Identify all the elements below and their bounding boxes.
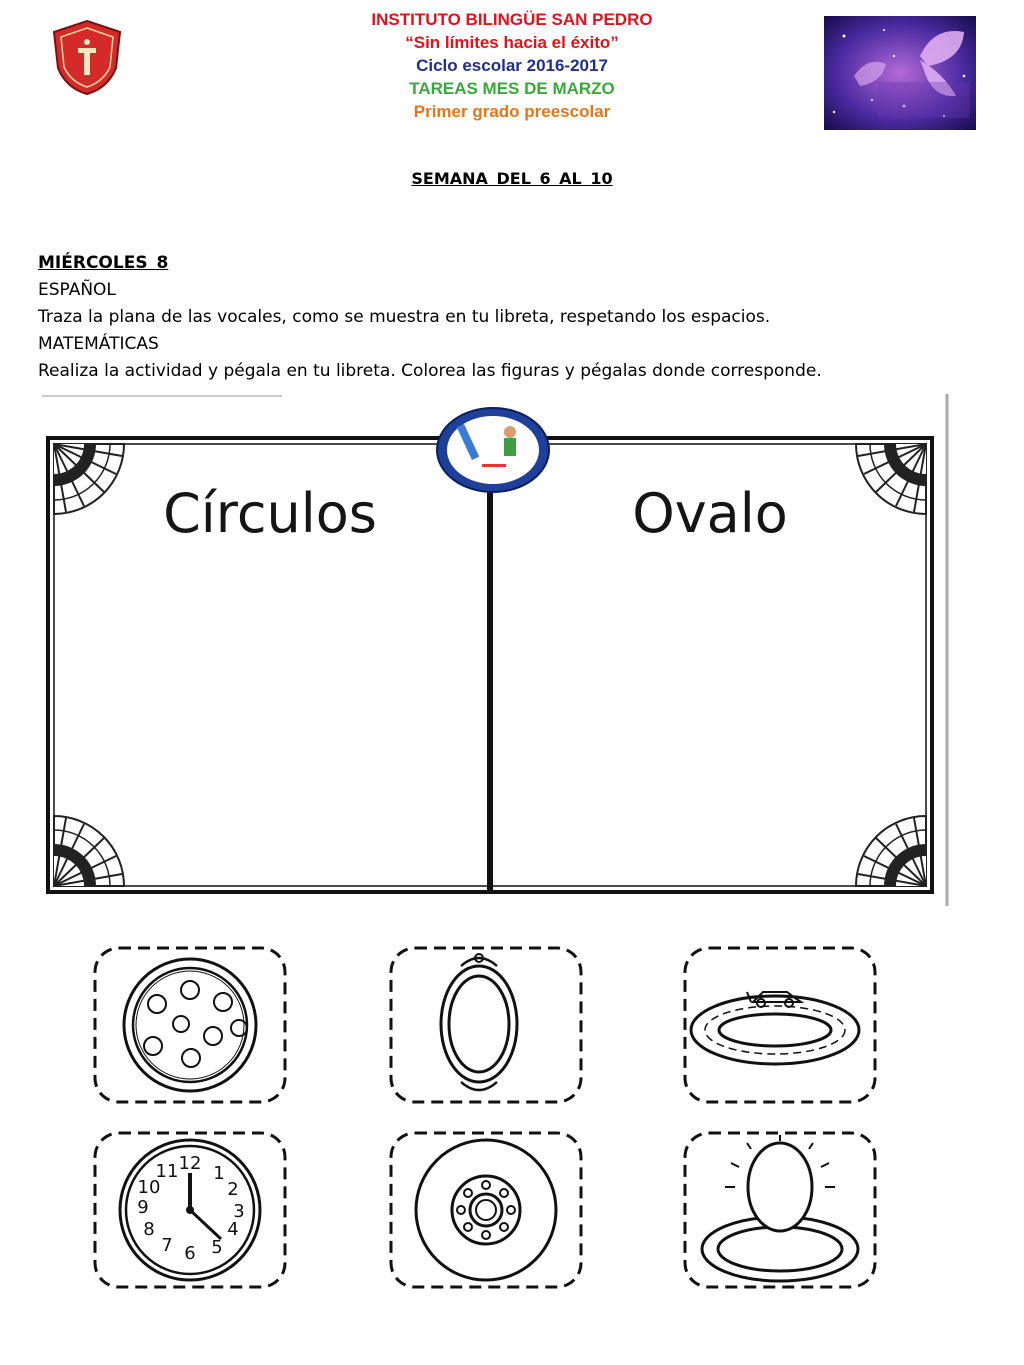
- svg-text:4: 4: [227, 1219, 239, 1240]
- subject-spanish: ESPAÑOL: [38, 280, 116, 300]
- plate-card: [389, 1131, 583, 1289]
- pizza-card: [93, 946, 287, 1104]
- worksheet-badge-logo: [437, 408, 549, 492]
- school-header: [300, 8, 724, 123]
- homework-instructions: [38, 250, 822, 385]
- svg-text:12: 12: [178, 1153, 202, 1174]
- school-name: INSTITUTO BILINGÜE SAN PEDRO: [371, 10, 653, 29]
- school-motto: “Sin límites hacia el éxito”: [405, 33, 619, 52]
- mirror-card: [389, 946, 583, 1104]
- subject-math: MATEMÁTICAS: [38, 334, 159, 354]
- spanish-instruction: Traza la plana de las vocales, como se muestra en tu libreta, respetando los espacios.: [38, 307, 771, 327]
- svg-text:10: 10: [137, 1177, 161, 1198]
- svg-text:9: 9: [137, 1197, 149, 1218]
- butterfly-image: [824, 16, 976, 130]
- clock-card: [93, 1131, 287, 1289]
- day-heading: MIÉRCOLES 8: [38, 253, 169, 273]
- svg-text:8: 8: [143, 1219, 155, 1240]
- shapes-worksheet: [42, 394, 950, 906]
- svg-text:6: 6: [184, 1243, 196, 1264]
- grade-level: Primer grado preescolar: [413, 102, 611, 121]
- homework-month: TAREAS MES DE MARZO: [409, 79, 615, 98]
- race-car-icon: [747, 992, 801, 1007]
- svg-text:7: 7: [161, 1235, 173, 1256]
- svg-text:11: 11: [155, 1161, 179, 1182]
- school-year: Ciclo escolar 2016-2017: [416, 56, 608, 75]
- svg-text:2: 2: [227, 1179, 239, 1200]
- egg-card: [683, 1131, 877, 1289]
- svg-text:5: 5: [211, 1237, 223, 1258]
- svg-text:1: 1: [213, 1163, 225, 1184]
- svg-text:3: 3: [233, 1201, 245, 1222]
- week-title: SEMANA DEL 6 AL 10: [411, 169, 613, 188]
- school-shield-logo: [48, 18, 126, 96]
- ovals-title: Ovalo: [632, 482, 788, 545]
- race-track-card: [683, 946, 877, 1104]
- math-instruction: Realiza la actividad y pégala en tu libreta. Colorea las figuras y pégalas donde corresponde.: [38, 361, 822, 381]
- circles-title: Círculos: [163, 482, 377, 545]
